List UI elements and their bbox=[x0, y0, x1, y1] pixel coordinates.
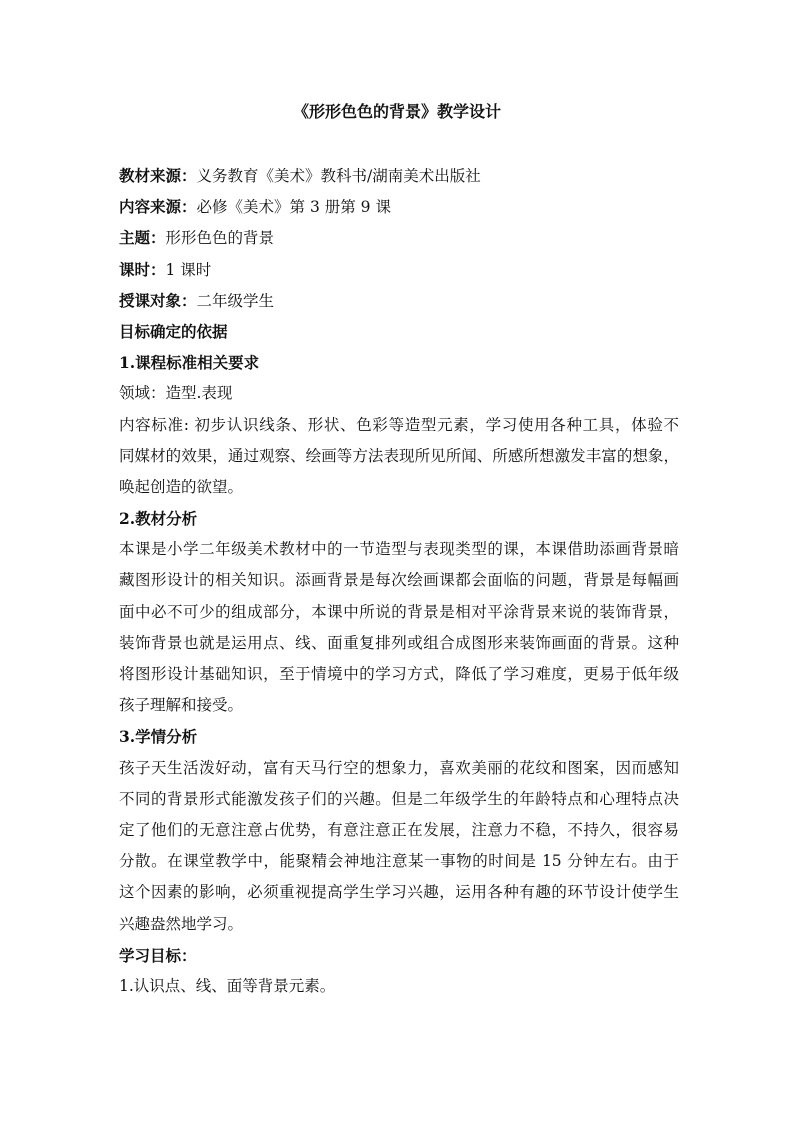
section3-heading: 3.学情分析 bbox=[119, 727, 198, 747]
section1-line: 领域：造型.表现 bbox=[119, 384, 233, 403]
section3-line: 这个因素的影响，必须重视提高学生学习兴趣，运用各种有趣的环节设计使学生 bbox=[119, 883, 679, 902]
objectives-line: 1.认识点、线、面等背景元素。 bbox=[119, 976, 336, 995]
meta-source-value: 义务教育《美术》教科书/湖南美术出版社 bbox=[196, 167, 481, 185]
section2-heading: 2.教材分析 bbox=[119, 509, 198, 529]
meta-period-label: 课时： bbox=[119, 259, 166, 279]
meta-audience-value: 二年级学生 bbox=[196, 291, 275, 310]
basis-heading: 目标确定的依据 bbox=[119, 321, 228, 341]
meta-theme-value: 形形色色的背景 bbox=[165, 229, 275, 248]
meta-audience-label: 授课对象： bbox=[119, 290, 197, 310]
meta-source bbox=[119, 160, 679, 191]
objectives-heading: 学习目标： bbox=[119, 945, 197, 965]
section2-line: 面中必不可少的组成部分，本课中所说的背景是相对平涂背景来说的装饰背景， bbox=[119, 602, 679, 621]
section2-line: 藏图形设计的相关知识。添画背景是每次绘画课都会面临的问题，背景是每幅画 bbox=[119, 571, 679, 590]
section3-line: 分散。在课堂教学中，能聚精会神地注意某一事物的时间是 15 分钟左右。由于 bbox=[119, 852, 679, 871]
section2-line: 将图形设计基础知识，至于情境中的学习方式，降低了学习难度，更易于低年级 bbox=[119, 665, 679, 683]
section1-line: 唤起创造的欲望。 bbox=[119, 477, 244, 496]
meta-period-value: 1 课时 bbox=[165, 260, 212, 279]
section1-heading: 1.课程标准相关要求 bbox=[119, 353, 260, 373]
section3-line: 定了他们的无意注意占优势，有意注意正在发展，注意力不稳，不持久，很容易 bbox=[119, 820, 679, 839]
section1-line: 同媒材的效果，通过观察、绘画等方法表现所见所闻、所感所想激发丰富的想象， bbox=[119, 446, 679, 465]
meta-theme bbox=[119, 222, 679, 253]
section3-line: 兴趣盎然地学习。 bbox=[119, 914, 244, 933]
document-title: 《形形色色的背景》教学设计 bbox=[292, 102, 501, 121]
section2-line: 装饰背景也就是运用点、线、面重复排列或组合成图形来装饰画面的背景。这种 bbox=[119, 633, 679, 652]
section3-line: 孩子天生活泼好动，富有天马行空的想象力，喜欢美丽的花纹和图案，因而感知 bbox=[119, 758, 679, 777]
meta-content-value: 必修《美术》第 3 册第 9 课 bbox=[196, 198, 391, 217]
section2-line: 孩子理解和接受。 bbox=[119, 696, 244, 715]
meta-period bbox=[119, 254, 679, 285]
meta-theme-label: 主题： bbox=[119, 228, 166, 248]
section3-line: 不同的背景形式能激发孩子们的兴趣。但是二年级学生的年龄特点和心理特点决 bbox=[119, 789, 679, 808]
section1-line: 内容标准: 初步认识线条、形状、色彩等造型元素，学习使用各种工具，体验不 bbox=[119, 415, 679, 434]
meta-content-label: 内容来源： bbox=[119, 197, 197, 217]
meta-audience bbox=[119, 285, 679, 316]
document-body bbox=[119, 160, 679, 1002]
meta-source-label: 教材来源： bbox=[119, 166, 197, 185]
meta-content bbox=[119, 191, 679, 222]
section2-line: 本课是小学二年级美术教材中的一节造型与表现类型的课，本课借助添画背景暗 bbox=[119, 540, 679, 559]
